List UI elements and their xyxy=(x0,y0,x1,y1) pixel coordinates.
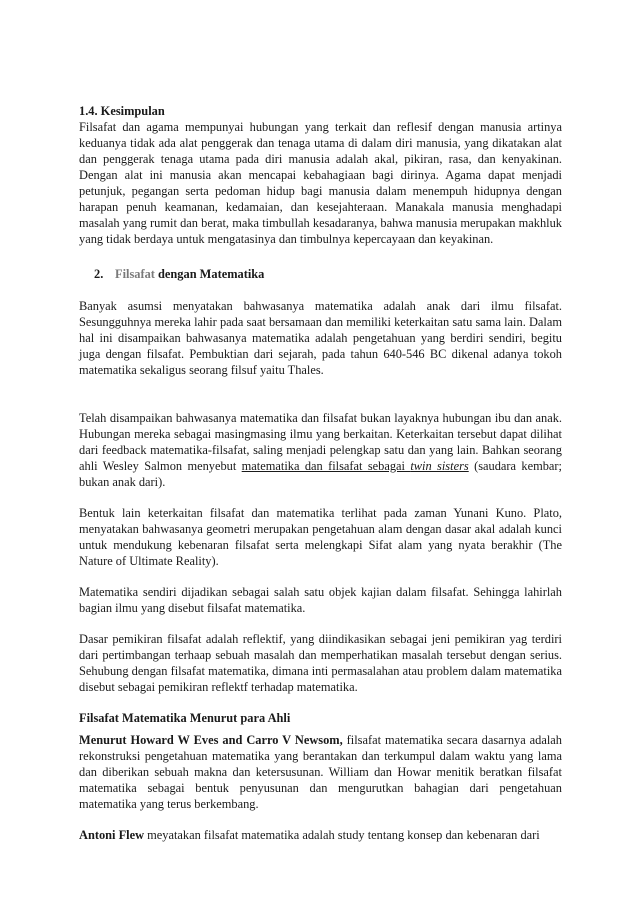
paragraph-5: Dasar pemikiran filsafat adalah reflektif, yang diindikasikan sebagai jeni pemikiran yag terdiri dari pertimbangan terhaap sebuah masalah dan memperhatikan masalah tersebut dengan serius. Sehubung dengan filsafat matematika, dimana inti permasalahan atau problem dalam matematika disebut sebagai pemikiran reflektf terhadap matematika. xyxy=(79,632,562,694)
expert-2-name: Antoni Flew xyxy=(79,828,145,842)
section-2-heading-first-word: Filsafat xyxy=(115,267,155,281)
expert-2-text: meyatakan filsafat matematika adalah study tentang konsep dan kebenaran dari xyxy=(144,828,540,842)
paragraph-2-link-italic[interactable]: twin sisters xyxy=(410,459,469,473)
paragraph-3: Bentuk lain keterkaitan filsafat dan matematika terlihat pada zaman Yunani Kuno. Plato, menyatakan bahwasanya geometri merupakan pengetahuan alam dengan dasar akal adalah kunci untuk mendukung kebenaran filsafat serta melengkapi Sifat alam yang nyata berakhir (The Nature of Ultimate Reality). xyxy=(79,506,562,568)
section-2-heading xyxy=(79,266,562,282)
paragraph-2 xyxy=(79,410,562,490)
paragraph-1: Banyak asumsi menyatakan bahwasanya matematika adalah anak dari ilmu filsafat. Sesungguhnya mereka lahir pada saat bersamaan dan memiliki keterkaitan satu sama lain. Dalam hal ini disampaikan bahwasanya matematika adalah pengetahuan yang berdiri sendiri, begitu juga dengan filsafat. Pembuktian dari sejarah, pada tahun 640-546 BC dikenal adanya tokoh matematika sekaligus seorang filsuf yaitu Thales. xyxy=(79,299,562,377)
expert-1-name: Menurut Howard W Eves and Carro V Newsom, xyxy=(79,733,343,747)
expert-2-paragraph xyxy=(79,827,562,843)
paragraph-4: Matematika sendiri dijadikan sebagai salah satu objek kajian dalam filsafat. Sehingga lahirlah bagian ilmu yang disebut filsafat matematika. xyxy=(79,585,562,615)
experts-heading: Filsafat Matematika Menurut para Ahli xyxy=(79,711,291,725)
conclusion-heading: 1.4. Kesimpulan xyxy=(79,104,165,118)
conclusion-paragraph: Filsafat dan agama mempunyai hubungan yang terkait dan reflesif dengan manusia artinya keduanya tidak ada alat penggerak dan tenaga utama di dalam diri manusia, yang dikatakan alat dan penggerak tenaga utama pada diri manusia adalah akal, pikiran, rasa, dan kenyakinan. Dengan alat ini manusia akan mencapai kebahagiaan bagi dirinya. Agama dapat menjadi petunjuk, pegangan serta pedoman hidup bagi manusia dalam menempuh hidupnya dengan harapan penuh keamanan, kedamaian, dan kesejahteraan. Manakala manusia menghadapi masalah yang rumit dan berat, maka timbullah kesadaranya, bahwa manusia merupakan makhluk yang tidak berdaya untuk mengatasinya dan timbulnya kepercayaan dan keyakinan. xyxy=(79,120,562,246)
paragraph-2-link[interactable]: matematika dan filsafat sebagai xyxy=(241,459,411,473)
section-2-heading-rest: dengan Matematika xyxy=(154,267,265,281)
document-body xyxy=(79,103,562,843)
expert-1-text: filsafat matematika secara dasarnya adalah rekonstruksi pengetahuan matematika yang berantakan dan terkumpul dalam waktu yang lama dan diberikan sebuah makna dan ketersusunan. William dan Howar menitik beratkan filsafat matematika sebagai bentuk penyusunan dan mengurutkan bahagian dari pengetahuan matematika yang terus berkembang. xyxy=(79,733,562,811)
expert-1-paragraph xyxy=(79,732,562,812)
section-2-number: 2. xyxy=(94,267,104,281)
paragraph-2-text-before: Telah disampaikan bahwasanya matematika dan filsafat bukan layaknya hubungan ibu dan anak. Hubungan mereka sebagai masingmasing ilmu yang berkaitan. Keterkaitan tersebut dapat dilihat dari feedback matematika-filsafat, saling menjadi pelengkap satu dan yang lain. Bahkan seorang ahli Wesley Salmon menyebut xyxy=(79,411,562,473)
paragraph-2-text-after: (saudara kembar; bukan anak dari). xyxy=(79,459,562,489)
